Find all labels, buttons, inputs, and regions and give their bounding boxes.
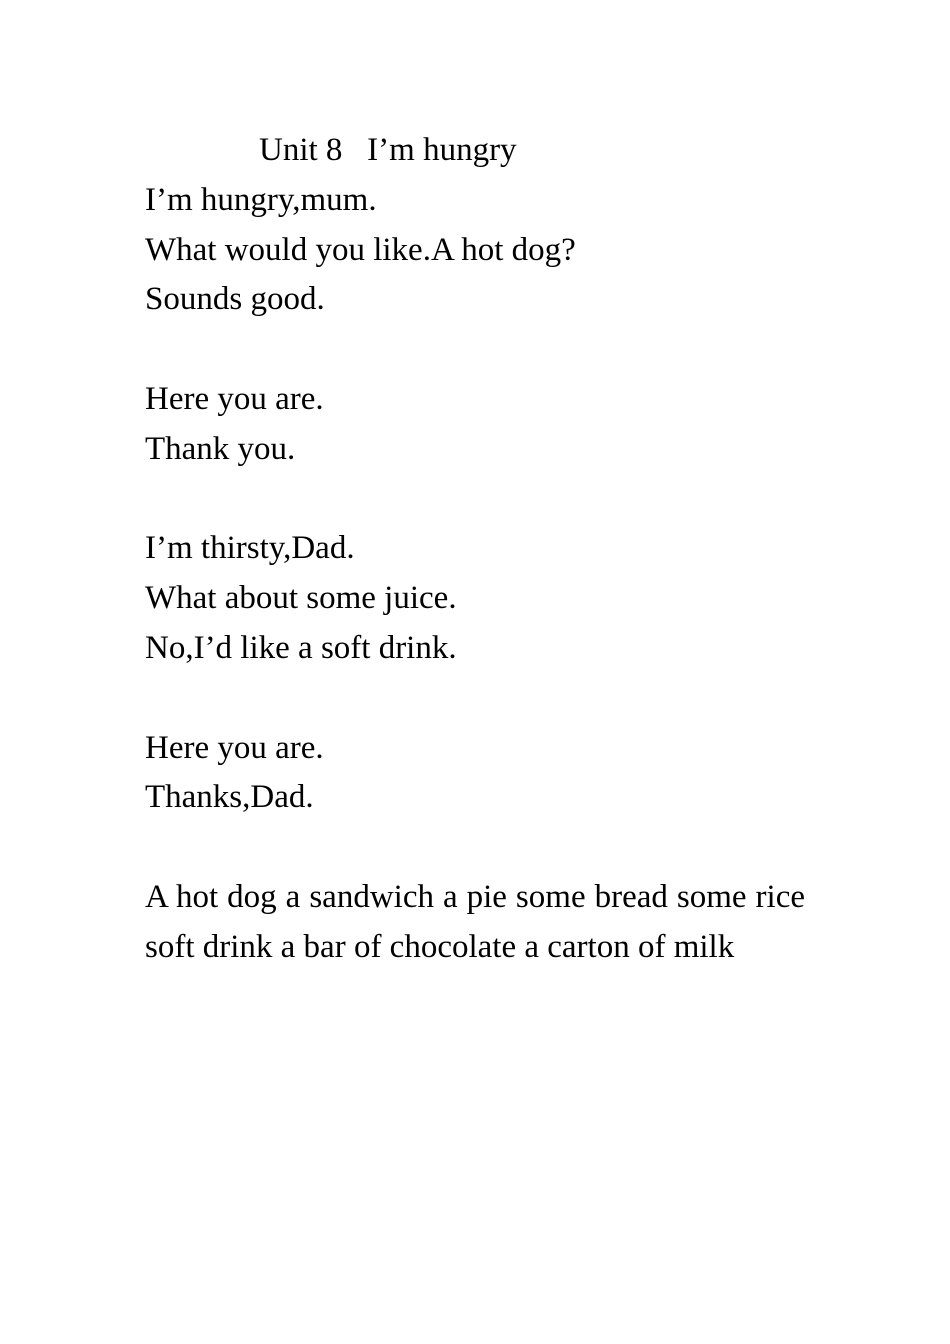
- paragraph-spacer: [145, 475, 805, 525]
- paragraph-spacer: [145, 325, 805, 375]
- paragraph-spacer: [145, 674, 805, 724]
- document-body: [145, 126, 805, 973]
- dialogue-line: Here you are.: [145, 729, 324, 766]
- page-title: Unit 8 I’m hungry: [259, 132, 517, 168]
- dialogue-line: Thanks,Dad.: [145, 779, 314, 816]
- dialogue-line: No,I’d like a soft drink.: [145, 629, 457, 666]
- vocabulary-list: A hot dog a sandwich a pie some bread some rice soft drink a bar of chocolate a carton of milk: [145, 878, 805, 965]
- dialogue-line: Thank you.: [145, 430, 296, 467]
- dialogue-line: Sounds good.: [145, 281, 325, 318]
- dialogue-line: What about some juice.: [145, 580, 457, 617]
- dialogue-line: What would you like.A hot dog?: [145, 231, 576, 268]
- dialogue-line: I’m thirsty,Dad.: [145, 530, 355, 567]
- dialogue-line: Here you are.: [145, 380, 324, 417]
- paragraph-spacer: [145, 823, 805, 873]
- dialogue-line: I’m hungry,mum.: [145, 181, 377, 218]
